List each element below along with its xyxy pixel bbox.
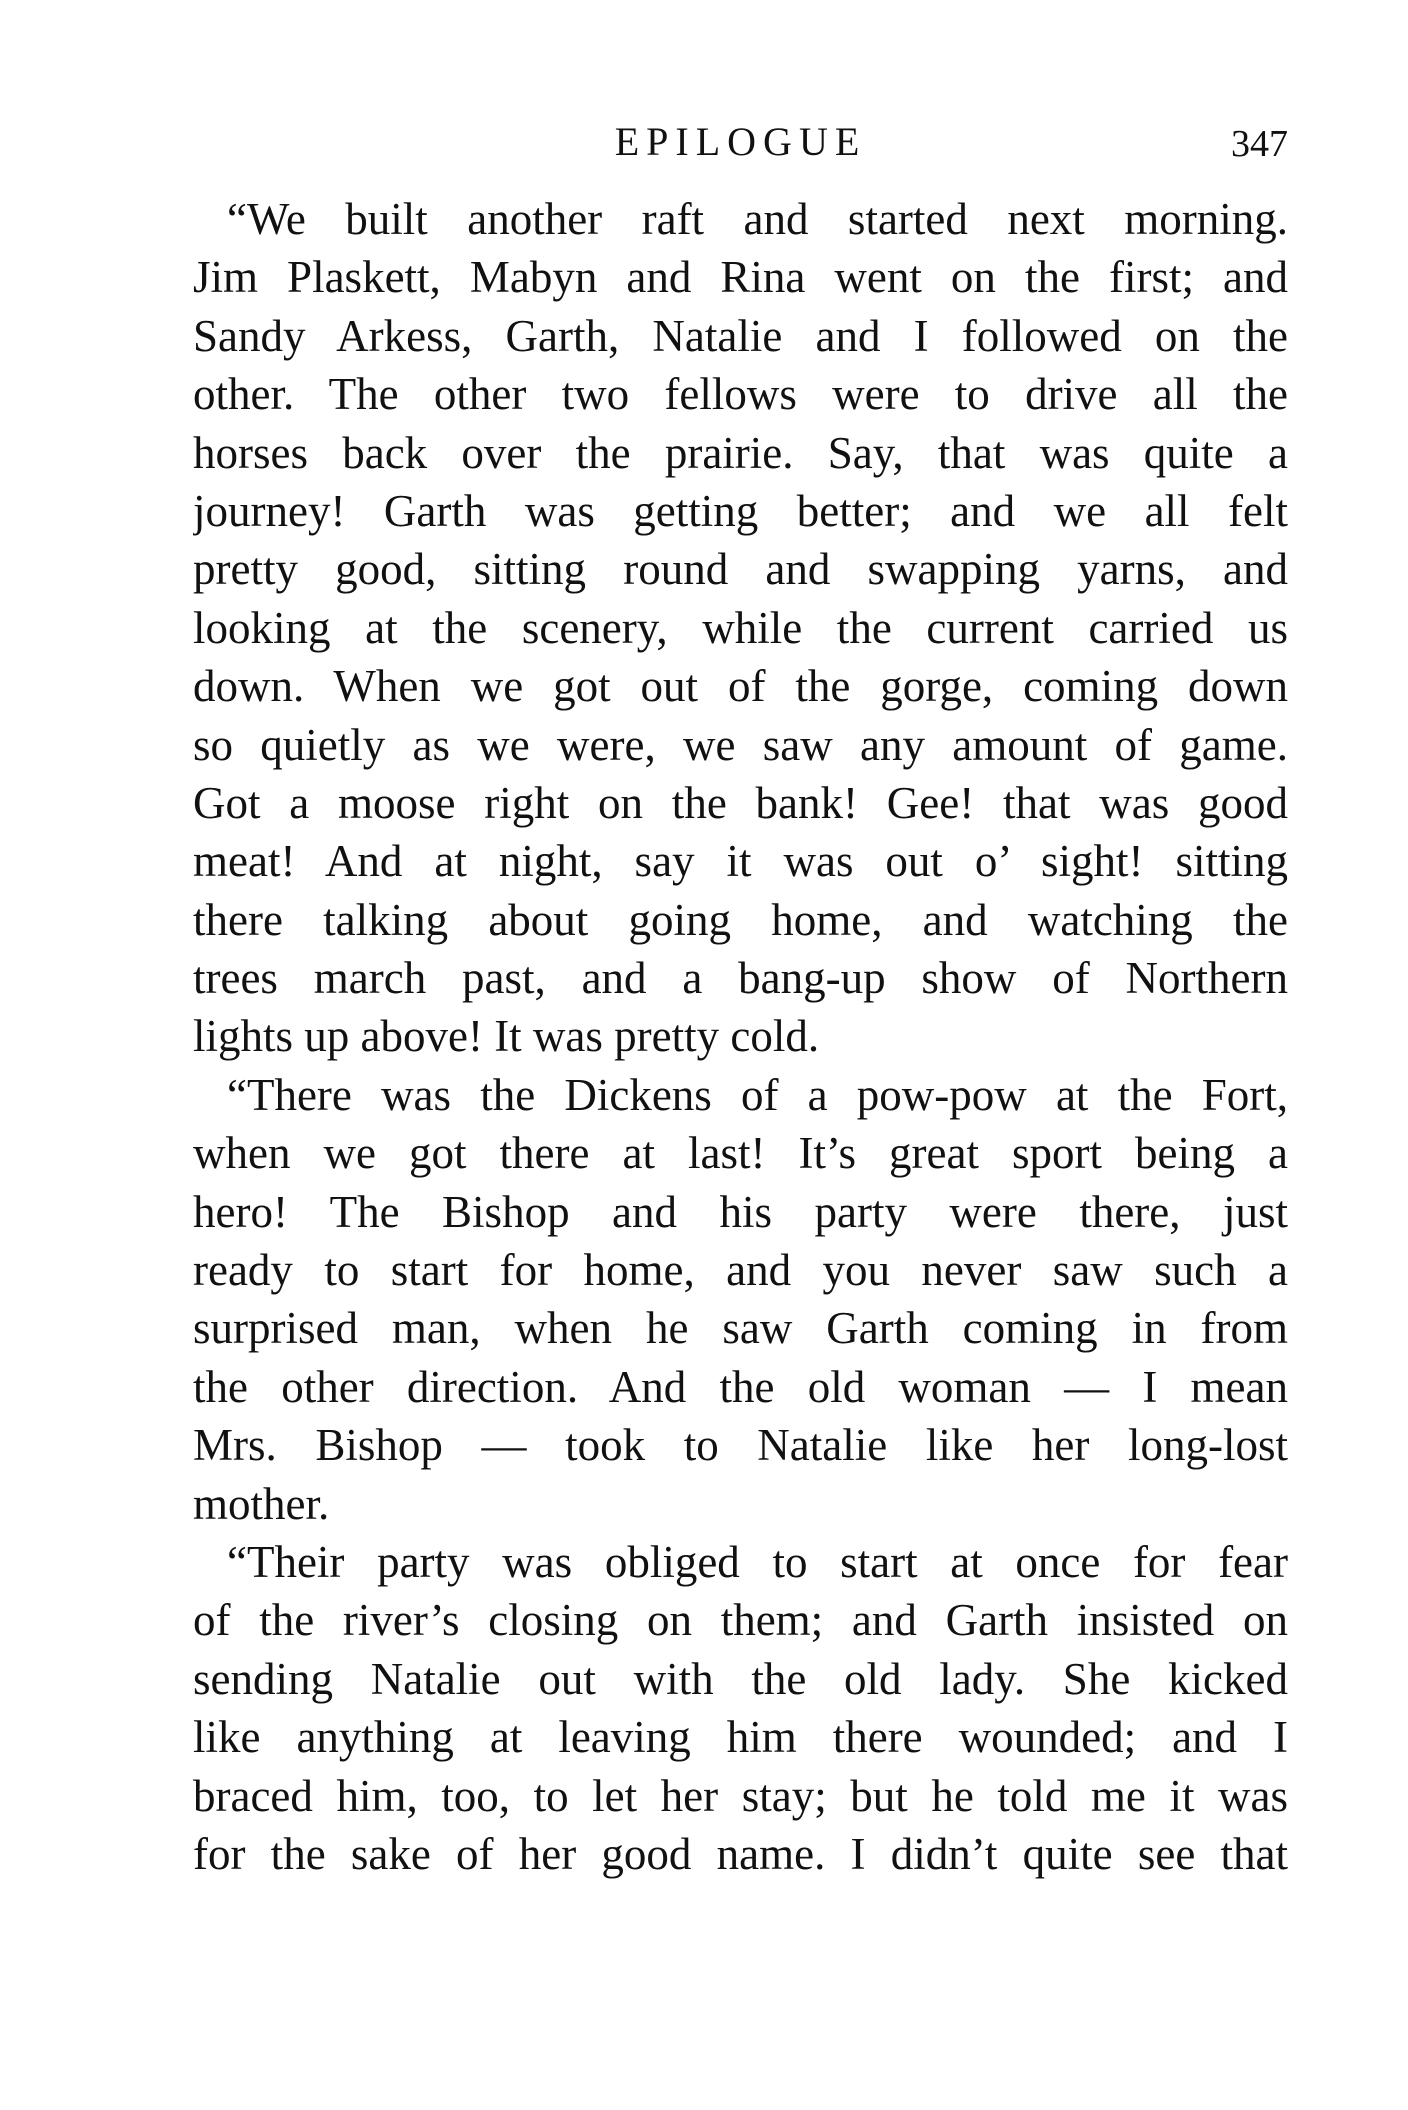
text-line: braced him, too, to let her stay; but he told me it was [193, 1770, 1288, 1821]
text-line: “Their party was obliged to start at once for fear [227, 1536, 1288, 1587]
text-line: there talking about going home, and watching the [193, 894, 1288, 945]
text-line: so quietly as we were, we saw any amount of game. [193, 719, 1288, 770]
text-line: of the river’s closing on them; and Garth insisted on [193, 1595, 1288, 1646]
text-line: trees march past, and a bang-up show of Northern [193, 953, 1288, 1004]
text-line: pretty good, sitting round and swapping yarns, and [193, 544, 1288, 595]
text-line: the other direction. And the old woman — I mean [193, 1361, 1288, 1412]
text-line: for the sake of her good name. I didn’t quite see that [193, 1828, 1288, 1879]
text-line: Sandy Arkess, Garth, Natalie and I followed on the [193, 310, 1288, 361]
text-line: Jim Plaskett, Mabyn and Rina went on the first; and [193, 252, 1288, 303]
body-text [193, 190, 1288, 1883]
text-line: “There was the Dickens of a pow-pow at the Fort, [227, 1069, 1288, 1120]
text-line: horses back over the prairie. Say, that was quite a [193, 427, 1288, 478]
text-line: other. The other two fellows were to drive all the [193, 369, 1288, 420]
page-number: 347 [1231, 123, 1288, 165]
text-line: when we got there at last! It’s great sport being a [193, 1128, 1288, 1179]
text-line: like anything at leaving him there wounded; and I [193, 1712, 1288, 1763]
text-line: surprised man, when he saw Garth coming in from [193, 1303, 1288, 1354]
text-line: down. When we got out of the gorge, coming down [193, 661, 1288, 712]
text-line: sending Natalie out with the old lady. She kicked [193, 1653, 1288, 1704]
text-line: journey! Garth was getting better; and we all felt [193, 485, 1288, 536]
text-line: Mrs. Bishop — took to Natalie like her long-lost [193, 1420, 1288, 1471]
text-line: Got a moose right on the bank! Gee! that was good [193, 777, 1288, 828]
text-line: mother. [193, 1478, 330, 1529]
text-line: “We built another raft and started next morning. [227, 194, 1288, 244]
text-line: lights up above! It was pretty cold. [193, 1011, 820, 1062]
text-line: looking at the scenery, while the current carried us [193, 602, 1288, 653]
running-head [193, 112, 1288, 172]
text-line: meat! And at night, say it was out o’ sight! sitting [193, 836, 1288, 887]
chapter-title: EPILOGUE [614, 119, 867, 164]
text-line: hero! The Bishop and his party were there, just [193, 1186, 1288, 1237]
text-line: ready to start for home, and you never saw such a [193, 1245, 1288, 1296]
